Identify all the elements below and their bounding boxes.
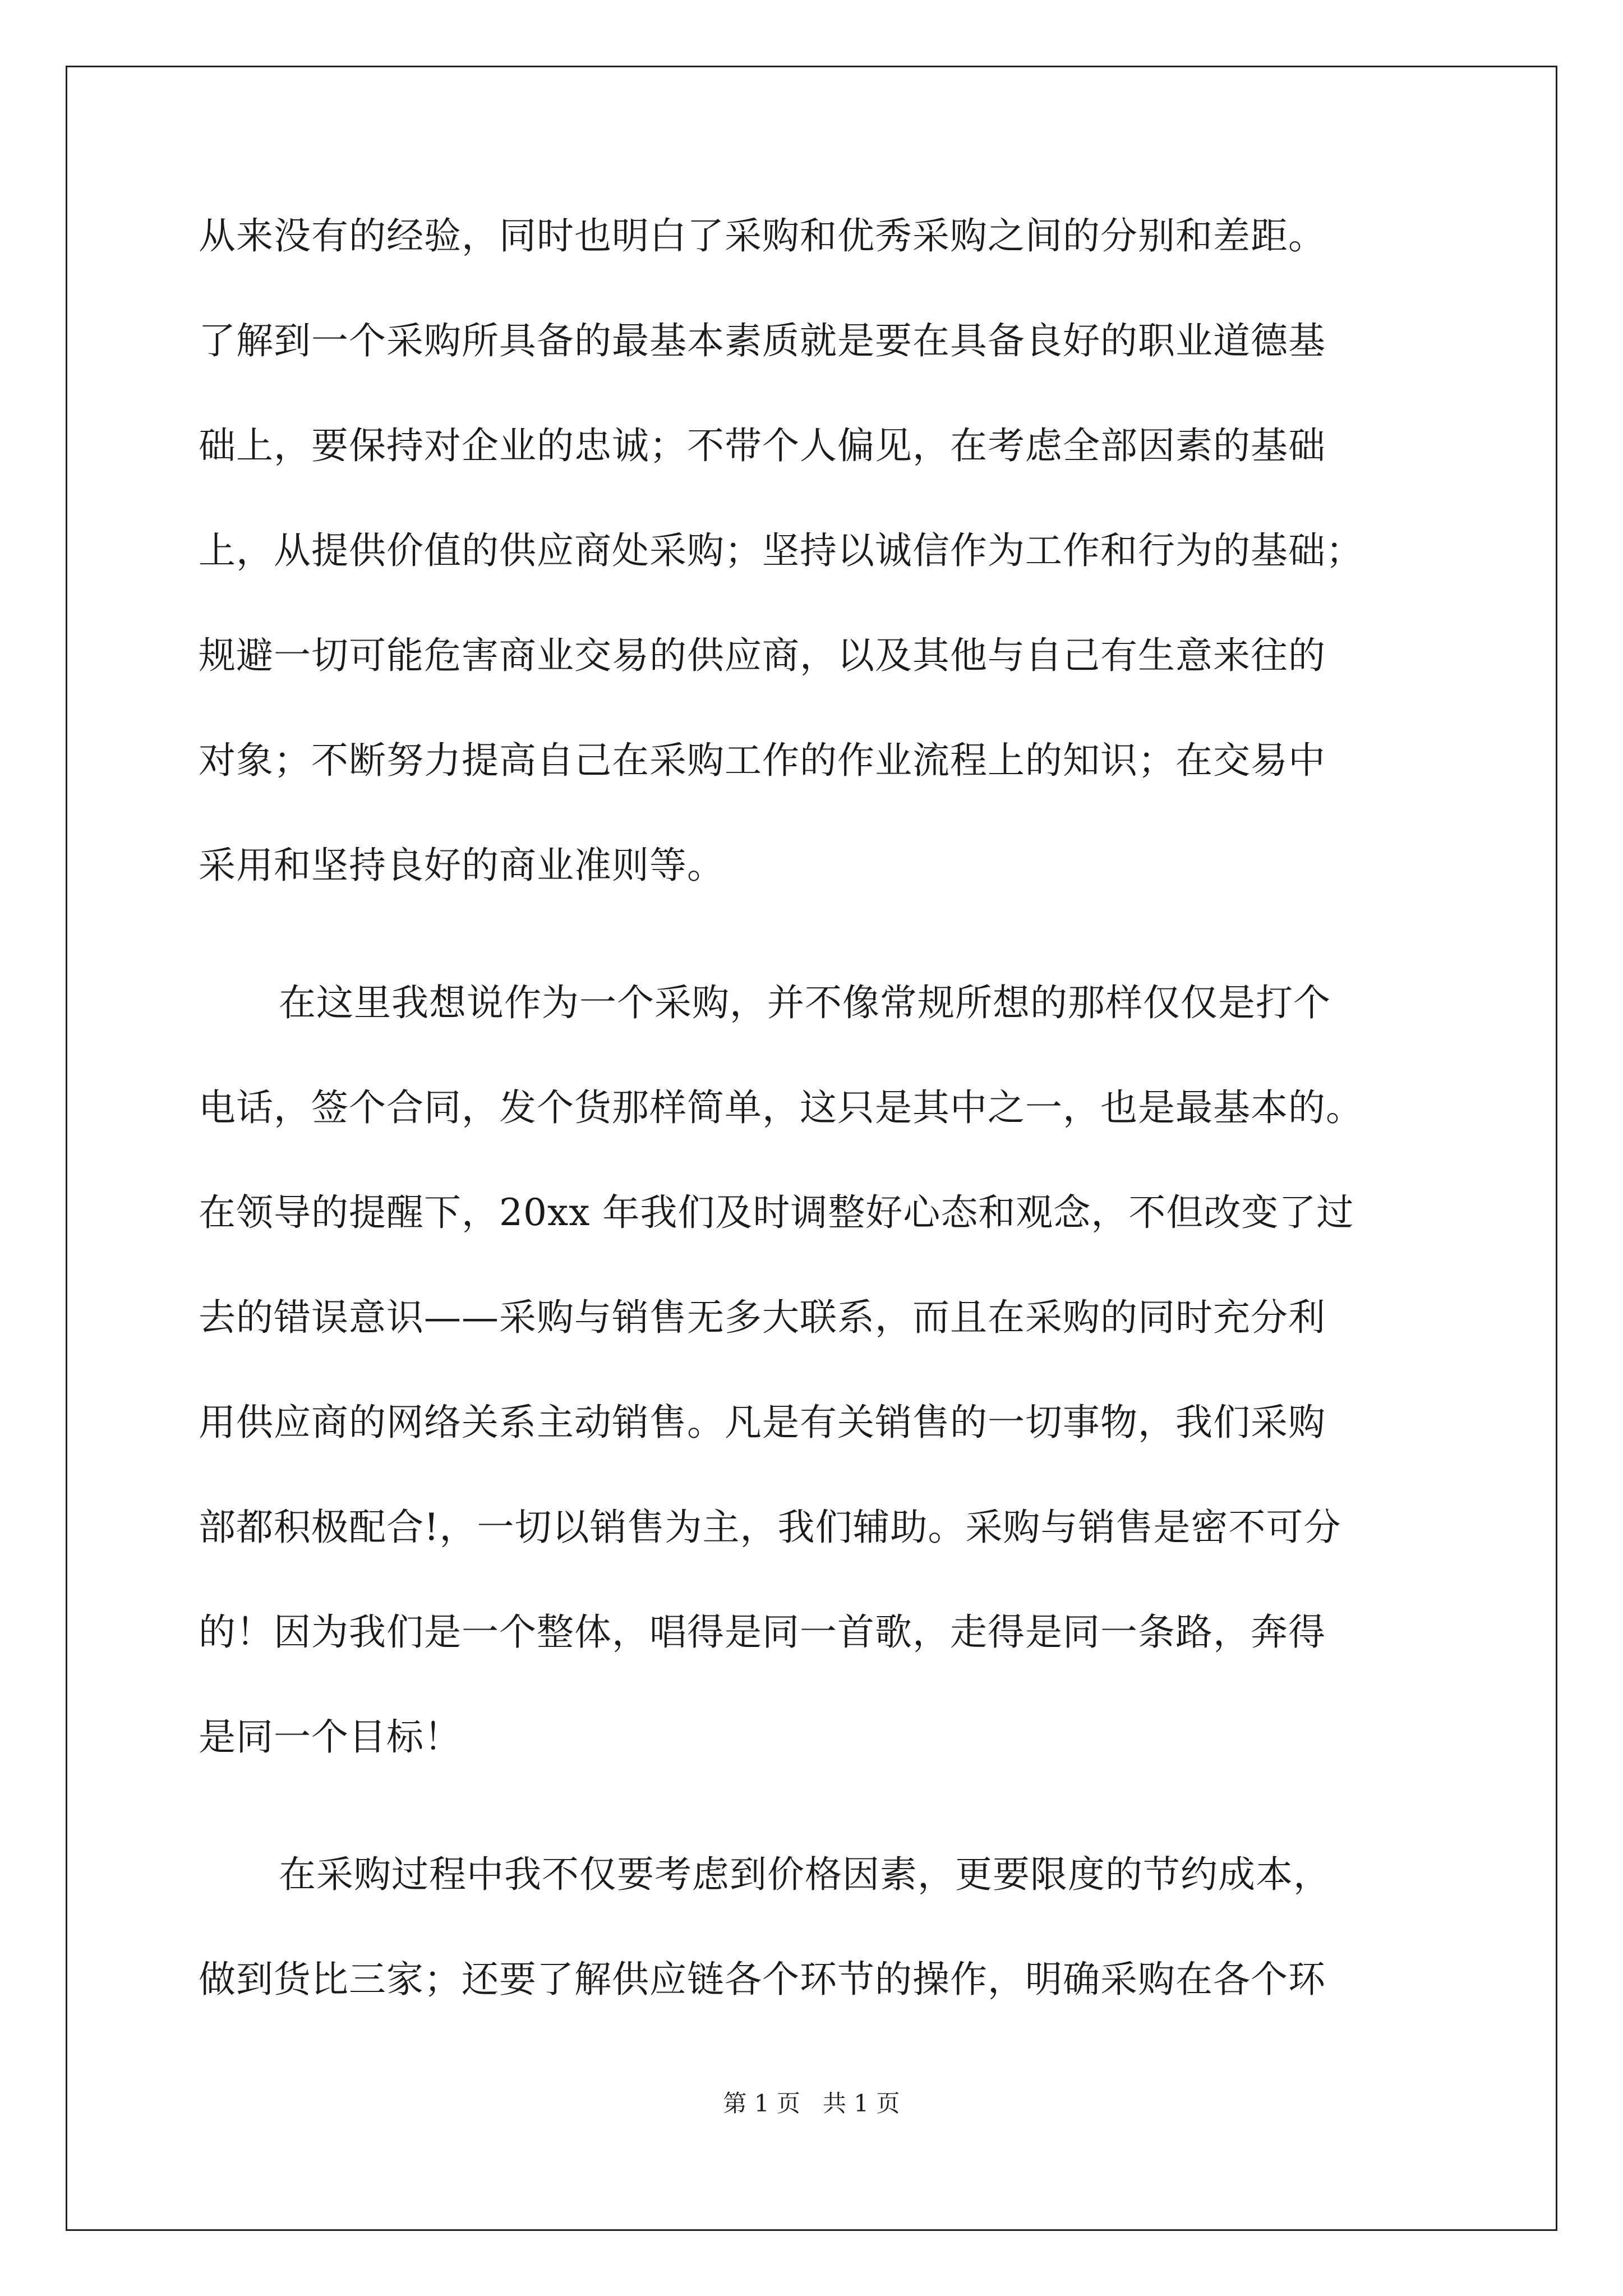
text-line: 在领导的提醒下，20xx 年我们及时调整好心态和观念，不但改变了过 — [199, 1191, 1354, 1234]
text-line: 用供应商的网络关系主动销售。凡是有关销售的一切事物，我们采购 — [199, 1401, 1326, 1444]
text-line: 规避一切可能危害商业交易的供应商，以及其他与自己有生意来往的 — [199, 634, 1326, 677]
text-line: 是同一个目标！ — [199, 1715, 462, 1759]
text-line: 上，从提供价值的供应商处采购；坚持以诚信作为工作和行为的基础； — [199, 529, 1363, 572]
text-line: 从来没有的经验，同时也明白了采购和优秀采购之间的分别和差距。 — [199, 214, 1326, 257]
text-line: 电话，签个合同，发个货那样简单，这只是其中之一，也是最基本的。 — [199, 1086, 1363, 1129]
text-line: 做到货比三家；还要了解供应链各个环节的操作，明确采购在各个环 — [199, 1958, 1326, 2001]
text-line: 了解到一个采购所具备的最基本素质就是要在具备良好的职业道德基 — [199, 319, 1326, 362]
text-line: 的！因为我们是一个整体，唱得是同一首歌，走得是同一条路，奔得 — [199, 1611, 1326, 1654]
paragraph-first-line: 在采购过程中我不仅要考虑到价格因素，更要限度的节约成本， — [279, 1853, 1331, 1896]
page-number-footer: 第 1 页 共 1 页 — [723, 2090, 900, 2117]
text-line: 部都积极配合!，一切以销售为主，我们辅助。采购与销售是密不可分 — [199, 1506, 1341, 1549]
page-border — [66, 66, 1557, 2231]
paragraph-first-line: 在这里我想说作为一个采购，并不像常规所想的那样仅仅是打个 — [279, 981, 1331, 1024]
text-line: 采用和坚持良好的商业准则等。 — [199, 844, 725, 887]
text-line: 去的错误意识——采购与销售无多大联系，而且在采购的同时充分利 — [199, 1296, 1326, 1339]
text-line: 对象；不断努力提高自己在采购工作的作业流程上的知识；在交易中 — [199, 739, 1326, 782]
text-line: 础上，要保持对企业的忠诚；不带个人偏见，在考虑全部因素的基础 — [199, 424, 1326, 467]
